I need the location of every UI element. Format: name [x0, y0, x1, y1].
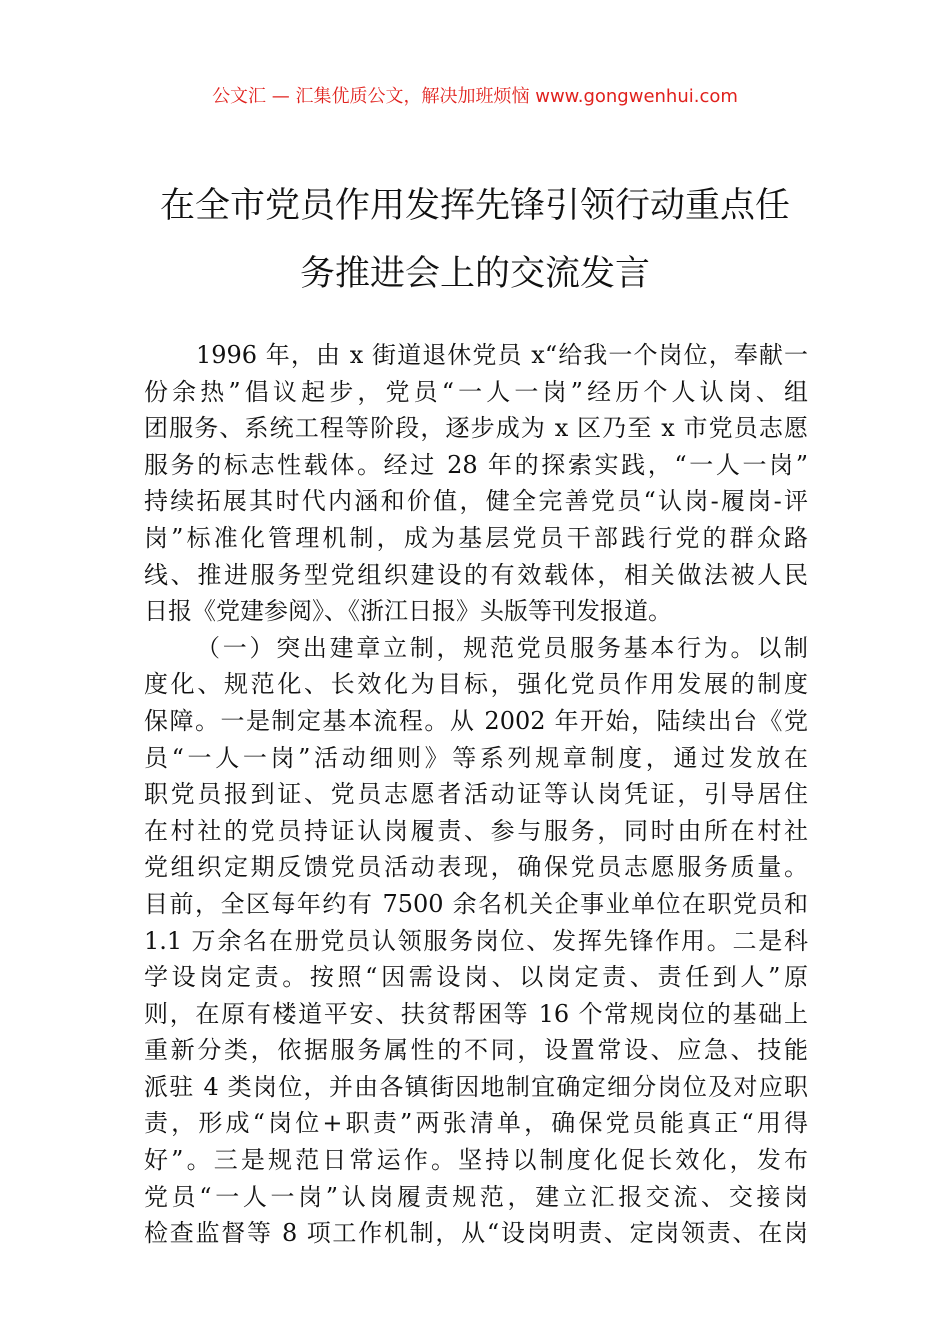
paragraph-2-line: 检查监督等 8 项工作机制，从“设岗明责、定岗领责、在岗	[144, 1219, 808, 1248]
paragraph-2-line: 派驻 4 类岗位，并由各镇街因地制宜确定细分岗位及对应职	[144, 1072, 808, 1101]
paragraph-2-line: 重新分类，依据服务属性的不同，设置常设、应急、技能	[144, 1036, 808, 1065]
paragraph-2-line: 则，在原有楼道平安、扶贫帮困等 16 个常规岗位的基础上	[144, 999, 808, 1028]
title-line-1: 在全市党员作用发挥先锋引领行动重点任	[159, 186, 790, 226]
document-body	[144, 337, 808, 1252]
paragraph-1-line: 团服务、系统工程等阶段，逐步成为 x 区乃至 x 市党员志愿	[144, 414, 808, 443]
paragraph-1-line: 服务的标志性载体。经过 28 年的探索实践，“一人一岗”	[144, 450, 808, 479]
paragraph-1-line: 日报《党建参阅》、《浙江日报》头版等刊发报道。	[144, 597, 672, 626]
paragraph-1-line: 份余热”倡议起步，党员“一人一岗”经历个人认岗、组	[144, 377, 808, 406]
paragraph-2-line: 度化、规范化、长效化为目标，强化党员作用发展的制度	[144, 670, 808, 699]
paragraph-2-line: 党组织定期反馈党员活动表现，确保党员志愿服务质量。	[144, 853, 808, 882]
paragraph-2-line: 好”。三是规范日常运作。坚持以制度化促长效化，发布	[144, 1146, 808, 1175]
paragraph-2-line: 1.1 万余名在册党员认领服务岗位、发挥先锋作用。二是科	[144, 926, 808, 955]
paragraph-1-line: 线、推进服务型党组织建设的有效载体，相关做法被人民	[144, 560, 808, 589]
paragraph-1-line: 岗”标准化管理机制，成为基层党员干部践行党的群众路	[144, 523, 808, 552]
paragraph-2-line: 责，形成“岗位+职责”两张清单，确保党员能真正“用得	[144, 1109, 808, 1138]
paragraph-2-line: （一）突出建章立制，规范党员服务基本行为。以制	[196, 633, 808, 662]
paragraph-2-line: 学设岗定责。按照“因需设岗、以岗定责、责任到人”原	[144, 963, 808, 992]
paragraph-2-line: 党员“一人一岗”认岗履责规范，建立汇报交流、交接岗	[144, 1182, 808, 1211]
paragraph-2-line: 目前，全区每年约有 7500 余名机关企事业单位在职党员和	[144, 889, 808, 918]
paragraph-2-line: 保障。一是制定基本流程。从 2002 年开始，陆续出台《党	[144, 706, 808, 735]
title-line-2: 务推进会上的交流发言	[299, 254, 650, 294]
paragraph-1-line: 1996 年，由 x 街道退休党员 x“给我一个岗位，奉献一	[196, 341, 808, 369]
paragraph-1-line: 持续拓展其时代内涵和价值，健全完善党员“认岗-履岗-评	[144, 487, 808, 516]
paragraph-2-line: 职党员报到证、党员志愿者活动证等认岗凭证，引导居住	[144, 780, 808, 809]
document-title	[142, 172, 808, 308]
paragraph-2-line: 员“一人一岗”活动细则》等系列规章制度，通过发放在	[144, 743, 808, 772]
paragraph-2-line: 在村社的党员持证认岗履责、参与服务，同时由所在村社	[144, 816, 808, 845]
header-banner[interactable]: 公文汇 — 汇集优质公文，解决加班烦恼 www.gongwenhui.com	[212, 86, 738, 107]
